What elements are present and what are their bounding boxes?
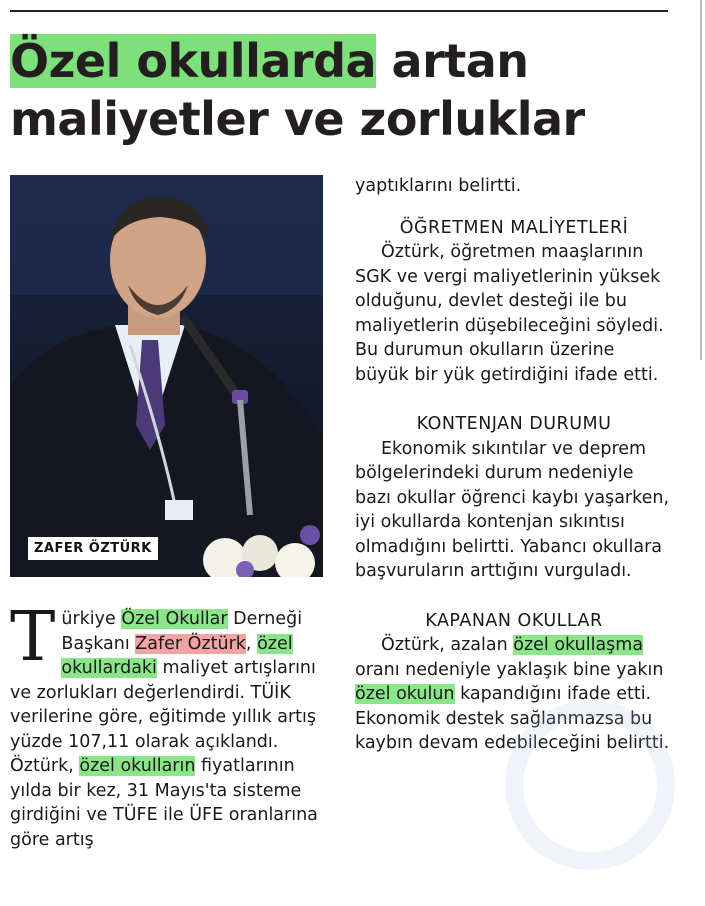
speaker-photo-illustration <box>10 175 323 577</box>
text-run: Öztürk, azalan <box>381 635 514 655</box>
paragraph-kontenjan: Ekonomik sıkıntılar ve deprem bölgelerindeki durum nedeniyle bazı okullar öğrenci kaybı yaşarken, iyi okullarda kontenjan sıkıntısı olmadığını belirtti. Yabancı okullara başvuruların arttığını vurguladı. <box>355 438 670 581</box>
paragraph-ogretmen: Öztürk, öğretmen maaşlarının SGK ve vergi maliyetlerinin yüksek olduğunu, devlet desteği ile bu maliyetlerin düşebileceğini söyledi. Bu durumun okulların üzerine büyük bir yük getirdiğini ifade etti. <box>355 242 664 385</box>
headline-highlight: Özel okullarda <box>10 34 377 88</box>
subheading-ogretmen: ÖĞRETMEN MALİYETLERİ <box>399 217 629 238</box>
text-run: oranı nedeniyle yaklaşık bine yakın <box>355 659 664 680</box>
lead-paragraph <box>10 598 322 852</box>
continued-text: yaptıklarını belirtti. <box>355 176 522 196</box>
text-run: maliyet artışlarını ve zorlukları değerlendirdi. TÜİK verilerine göre, eğitimde yıllık artış yüzde 107,11 olarak açıklandı. Öztürk, <box>10 658 317 776</box>
highlight-ozel-okulun: özel okulun <box>355 684 455 704</box>
subheading-kontenjan: KONTENJAN DURUMU <box>416 414 612 434</box>
text-run: fiyatlarının yılda bir kez, 31 Mayıs'ta sisteme girdiğini ve TÜFE ile ÜFE oranlarına göre artış <box>10 756 318 850</box>
article-photo <box>10 175 323 577</box>
text-run: kapandığını ifade etti. Ekonomik destek sağlanmazsa bu kaybın devam edebileceğini belirtti. <box>355 684 670 753</box>
highlight-name: Zafer Öztürk <box>135 633 246 654</box>
highlight-ozel-okullarin: özel okulların <box>79 756 196 776</box>
highlight-ozel-okullar: Özel Okullar <box>121 609 228 629</box>
subheading-kapanan: KAPANAN OKULLAR <box>425 610 603 631</box>
headline-rest: artan maliyetler ve zorluklar <box>10 34 585 146</box>
watermark-stamp <box>505 700 675 870</box>
column-rule <box>700 0 702 360</box>
right-column <box>355 174 673 756</box>
article-headline <box>10 32 690 148</box>
text-run: ürkiye <box>61 609 122 629</box>
left-column <box>10 598 322 852</box>
highlight-ozel-okullasma: özel okullaşma <box>513 635 644 655</box>
drop-cap: T <box>10 598 56 677</box>
photo-caption: ZAFER ÖZTÜRK <box>28 537 158 560</box>
text-run: , <box>245 633 258 654</box>
text-run: Derneği Başkanı <box>61 609 303 654</box>
top-rule <box>10 10 668 12</box>
highlight-ozel-okullardaki: özel okullardaki <box>61 633 293 678</box>
